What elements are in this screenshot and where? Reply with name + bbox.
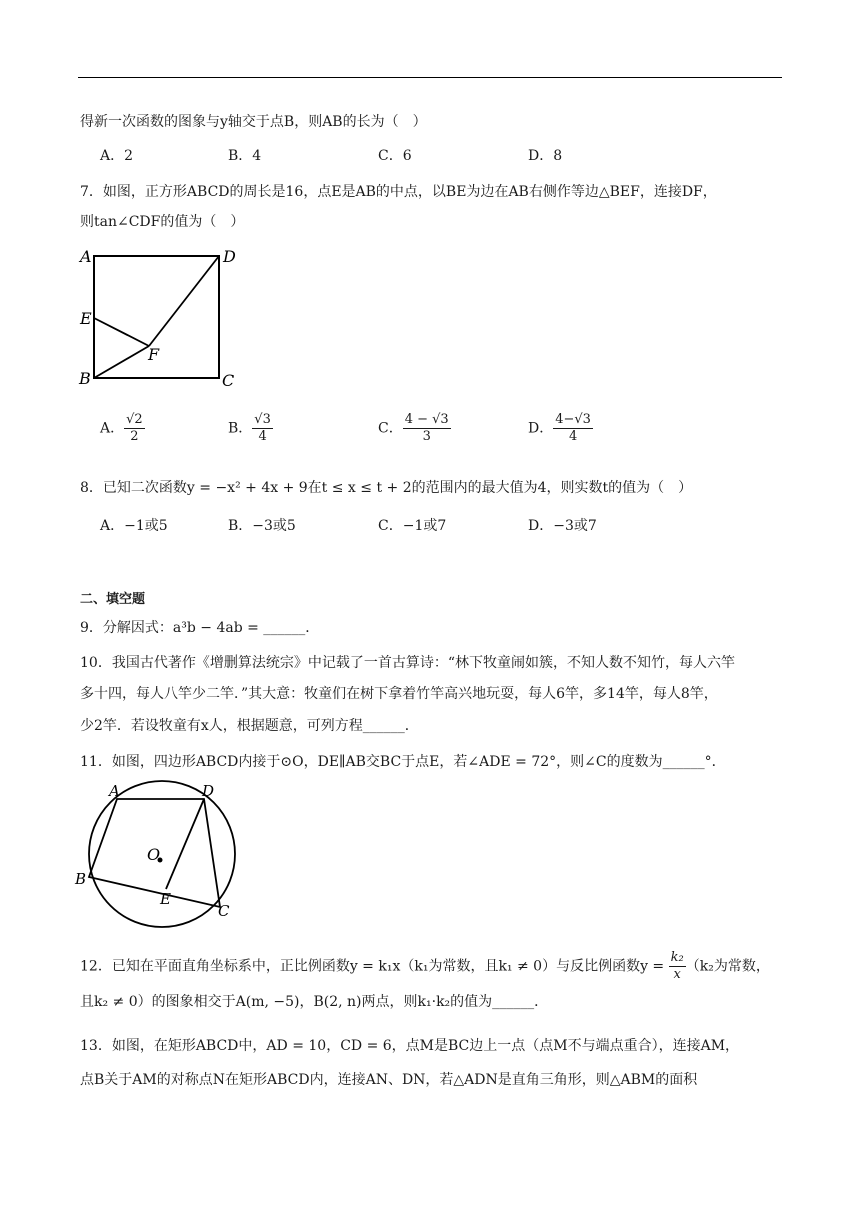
q8-option-a: A．−1或5: [100, 518, 168, 534]
label-b: B: [79, 369, 91, 388]
q11-circle-figure: [74, 780, 254, 932]
label-a: A: [109, 782, 120, 800]
q6-option-a: A．2: [100, 148, 134, 164]
q7-text-line1: 7．如图，正方形ABCD的周长是16，点E是AB的中点，以BE为边在AB右侧作等边△BEF，连接DF，: [80, 184, 717, 200]
segment-df: [149, 256, 219, 346]
label-e: E: [160, 890, 171, 908]
label-d: D: [223, 247, 236, 266]
q10-text-line3: 少2竿．若设牧童有x人，根据题意，可列方程______．: [80, 718, 419, 734]
q13-text-line1: 13．如图，在矩形ABCD中，AD = 10，CD = 6，点M是BC边上一点（点M不与端点重合），连接AM，: [80, 1038, 740, 1054]
label-c: C: [222, 371, 235, 390]
q7-option-d: D． $\frac{4-√3}{4}$: [528, 412, 591, 444]
q7-square-figure: [74, 240, 244, 395]
segment-bf: [94, 346, 149, 378]
q8-text: 8．已知二次函数y = −x² + 4x + 9在t ≤ x ≤ t + 2的范围内的最大值为4，则实数t的值为（ ）: [80, 480, 693, 496]
q6-option-d: D．8: [528, 148, 563, 164]
q11-text: 11．如图，四边形ABCD内接于⊙O，DE∥AB交BC于点E，若∠ADE = 72°，则∠C的度数为______°．: [80, 754, 726, 770]
q10-text-line1: 10．我国古代著作《增删算法统宗》中记载了一首古算诗：“林下牧童闹如簇，不知人数不知竹，每人六竿: [80, 655, 735, 671]
q7-option-a: A． $\frac{√2}{2}$: [100, 412, 143, 444]
q6-option-c: C．6: [378, 148, 412, 164]
q8-option-b: B．−3或5: [228, 518, 296, 534]
q13-text-line2: 点B关于AM的对称点N在矩形ABCD内，连接AN、DN，若△ADN是直角三角形，则△ABM的面积: [80, 1072, 698, 1088]
label-f: F: [148, 345, 160, 364]
q8-option-c: C．−1或7: [378, 518, 447, 534]
label-e: E: [80, 309, 92, 328]
label-a: A: [80, 247, 92, 266]
q6-text: 得新一次函数的图象与y轴交于点B，则AB的长为（ ）: [80, 114, 427, 130]
q8-option-d: D．−3或7: [528, 518, 597, 534]
segment-ef: [94, 318, 149, 346]
segment-de: [166, 799, 204, 889]
q7-text-line2: 则tan∠CDF的值为（ ）: [80, 214, 245, 230]
header-rule: [78, 77, 782, 78]
label-d: D: [202, 782, 215, 800]
section-heading-fill-in: 二、填空题: [80, 592, 146, 607]
q7-option-c: C． $\frac{4 - √3}{3}$: [378, 412, 449, 444]
q6-option-b: B．4: [228, 148, 262, 164]
q7-option-b: B． $\frac{√3}{4}$: [228, 412, 271, 444]
label-c: C: [218, 902, 230, 920]
q10-text-line2: 多十四，每人八竿少二竿．”其大意：牧童们在树下拿着竹竿高兴地玩耍，每人6竿，多14竿，每人8竿，: [80, 686, 718, 702]
q9-text: 9．分解因式：a³b − 4ab = ______．: [80, 620, 320, 636]
q12-text-line2: 且k₂ ≠ 0）的图象相交于A(m, −5)，B(2, n)两点，则k₁·k₂的值为______．: [80, 994, 549, 1010]
label-o: O: [147, 845, 161, 864]
label-b: B: [75, 870, 87, 888]
q12-text-line1: 12．已知在平面直角坐标系中，正比例函数y = k₁x（k₁为常数，且k₁ ≠ 0）与反比例函数y = $\frac{\text{k₂}}{x}$ （k₂为常数，: [80, 950, 770, 982]
